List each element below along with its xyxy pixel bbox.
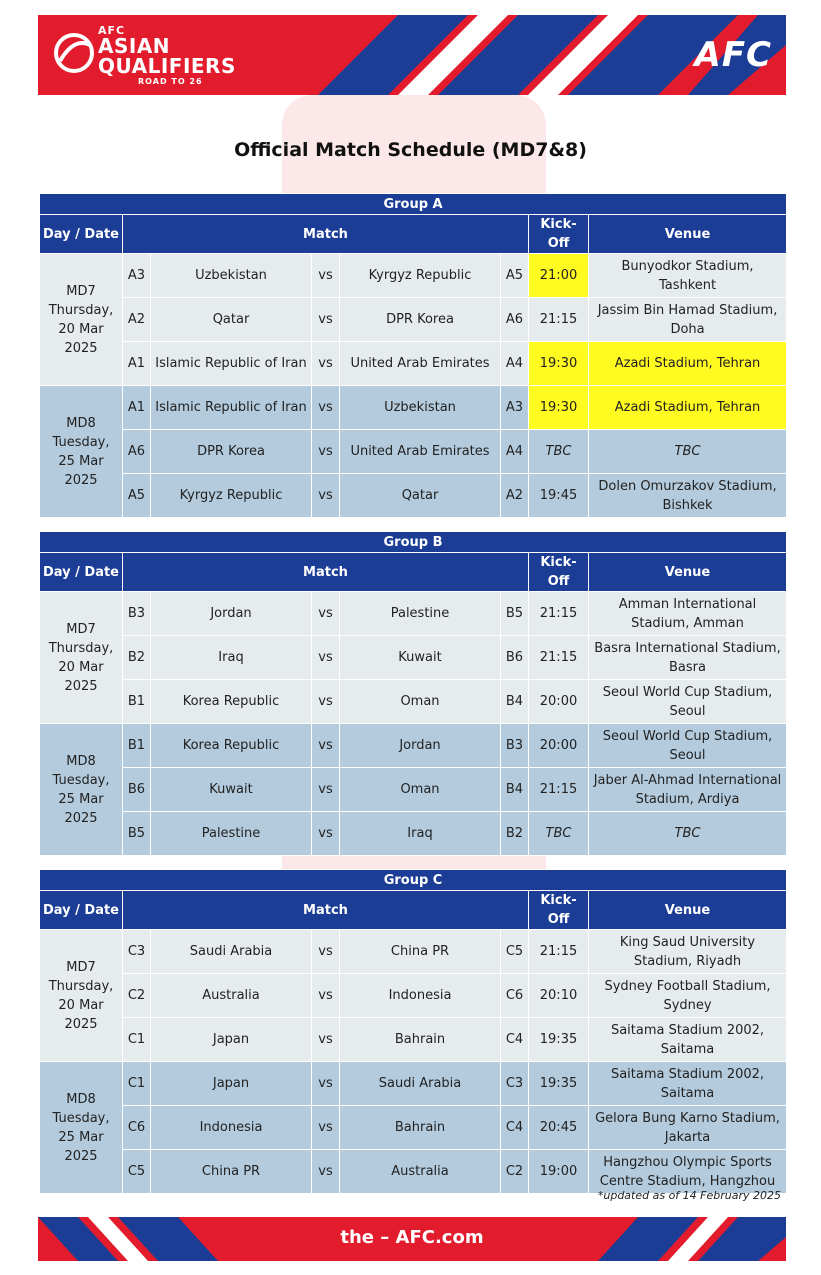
kickoff-time: 21:15 bbox=[529, 636, 589, 680]
venue: Sydney Football Stadium, Sydney bbox=[589, 974, 787, 1018]
kickoff-time: 19:35 bbox=[529, 1062, 589, 1106]
home-code: C6 bbox=[123, 1106, 151, 1150]
home-team: Japan bbox=[151, 1018, 312, 1062]
column-venue: Venue bbox=[589, 553, 787, 592]
kickoff-time: 20:00 bbox=[529, 680, 589, 724]
table-row bbox=[40, 1106, 787, 1150]
day-date: 25 Mar 2025 bbox=[58, 1129, 104, 1164]
vs-label: vs bbox=[312, 1062, 340, 1106]
away-team: China PR bbox=[340, 930, 501, 974]
vs-label: vs bbox=[312, 1106, 340, 1150]
away-team: Kyrgyz Republic bbox=[340, 254, 501, 298]
table-row bbox=[40, 474, 787, 518]
column-day-date: Day / Date bbox=[40, 891, 123, 930]
away-team: Australia bbox=[340, 1150, 501, 1194]
away-code: B2 bbox=[501, 812, 529, 856]
group-a-table bbox=[39, 193, 787, 518]
table-row bbox=[40, 1062, 787, 1106]
table-row bbox=[40, 974, 787, 1018]
kickoff-time: TBC bbox=[529, 812, 589, 856]
table-row bbox=[40, 724, 787, 768]
day-date: 25 Mar 2025 bbox=[58, 791, 104, 826]
kickoff-time: 21:15 bbox=[529, 592, 589, 636]
away-code: C6 bbox=[501, 974, 529, 1018]
home-team: Qatar bbox=[151, 298, 312, 342]
kickoff-time: 21:15 bbox=[529, 298, 589, 342]
kickoff-time: 20:45 bbox=[529, 1106, 589, 1150]
away-team: Saudi Arabia bbox=[340, 1062, 501, 1106]
home-team: Australia bbox=[151, 974, 312, 1018]
away-code: A4 bbox=[501, 342, 529, 386]
home-code: B5 bbox=[123, 812, 151, 856]
column-kickoff: Kick-Off bbox=[529, 215, 589, 254]
home-team: Kyrgyz Republic bbox=[151, 474, 312, 518]
away-code: C5 bbox=[501, 930, 529, 974]
table-row bbox=[40, 680, 787, 724]
day-date-cell bbox=[40, 1062, 123, 1194]
day-md: MD8 bbox=[66, 1091, 96, 1107]
home-code: A3 bbox=[123, 254, 151, 298]
day-md: MD7 bbox=[66, 283, 96, 299]
qualifiers-logo bbox=[98, 25, 236, 86]
home-team: Korea Republic bbox=[151, 724, 312, 768]
away-code: A4 bbox=[501, 430, 529, 474]
home-code: B1 bbox=[123, 680, 151, 724]
kickoff-time: 20:00 bbox=[529, 724, 589, 768]
venue: Gelora Bung Karno Stadium, Jakarta bbox=[589, 1106, 787, 1150]
home-team: Palestine bbox=[151, 812, 312, 856]
day-weekday: Tuesday, bbox=[52, 772, 110, 788]
away-team: Qatar bbox=[340, 474, 501, 518]
column-day-date: Day / Date bbox=[40, 215, 123, 254]
column-match: Match bbox=[123, 891, 529, 930]
away-team: United Arab Emirates bbox=[340, 430, 501, 474]
home-team: China PR bbox=[151, 1150, 312, 1194]
table-row bbox=[40, 592, 787, 636]
away-code: C4 bbox=[501, 1018, 529, 1062]
home-code: C1 bbox=[123, 1062, 151, 1106]
venue: Azadi Stadium, Tehran bbox=[589, 386, 787, 430]
kickoff-time: 20:10 bbox=[529, 974, 589, 1018]
day-date: 20 Mar 2025 bbox=[58, 321, 104, 356]
day-date: 20 Mar 2025 bbox=[58, 659, 104, 694]
vs-label: vs bbox=[312, 1150, 340, 1194]
day-date-cell bbox=[40, 724, 123, 856]
away-code: C4 bbox=[501, 1106, 529, 1150]
group-c-table bbox=[39, 869, 787, 1194]
home-code: C2 bbox=[123, 974, 151, 1018]
footer-website[interactable]: the – AFC.com bbox=[340, 1227, 484, 1248]
away-team: Bahrain bbox=[340, 1106, 501, 1150]
venue: Seoul World Cup Stadium, Seoul bbox=[589, 724, 787, 768]
away-team: Oman bbox=[340, 768, 501, 812]
away-team: Indonesia bbox=[340, 974, 501, 1018]
kickoff-time: TBC bbox=[529, 430, 589, 474]
away-team: Kuwait bbox=[340, 636, 501, 680]
home-code: C3 bbox=[123, 930, 151, 974]
away-team: DPR Korea bbox=[340, 298, 501, 342]
day-date-cell bbox=[40, 386, 123, 518]
away-team: Bahrain bbox=[340, 1018, 501, 1062]
column-kickoff: Kick-Off bbox=[529, 553, 589, 592]
away-code: C3 bbox=[501, 1062, 529, 1106]
home-team: Uzbekistan bbox=[151, 254, 312, 298]
vs-label: vs bbox=[312, 680, 340, 724]
venue: Jaber Al-Ahmad International Stadium, Ardiya bbox=[589, 768, 787, 812]
day-md: MD7 bbox=[66, 621, 96, 637]
table-row bbox=[40, 430, 787, 474]
table-row bbox=[40, 930, 787, 974]
column-match: Match bbox=[123, 553, 529, 592]
day-weekday: Thursday, bbox=[48, 640, 114, 656]
away-team: United Arab Emirates bbox=[340, 342, 501, 386]
table-row bbox=[40, 1150, 787, 1194]
footer-banner bbox=[38, 1217, 786, 1261]
home-team: Saudi Arabia bbox=[151, 930, 312, 974]
away-code: B6 bbox=[501, 636, 529, 680]
group-name: Group A bbox=[40, 194, 787, 215]
logo-line-1: AFC bbox=[98, 24, 126, 37]
away-code: B5 bbox=[501, 592, 529, 636]
table-row bbox=[40, 386, 787, 430]
group-name: Group C bbox=[40, 870, 787, 891]
home-code: B3 bbox=[123, 592, 151, 636]
venue: Dolen Omurzakov Stadium, Bishkek bbox=[589, 474, 787, 518]
column-venue: Venue bbox=[589, 891, 787, 930]
home-code: B1 bbox=[123, 724, 151, 768]
group-name: Group B bbox=[40, 532, 787, 553]
home-team: Korea Republic bbox=[151, 680, 312, 724]
home-team: Jordan bbox=[151, 592, 312, 636]
table-row bbox=[40, 254, 787, 298]
home-team: Japan bbox=[151, 1062, 312, 1106]
venue: King Saud University Stadium, Riyadh bbox=[589, 930, 787, 974]
venue: Basra International Stadium, Basra bbox=[589, 636, 787, 680]
vs-label: vs bbox=[312, 768, 340, 812]
logo-line-3: QUALIFIERS bbox=[98, 54, 236, 78]
kickoff-time: 19:30 bbox=[529, 386, 589, 430]
home-team: Islamic Republic of Iran bbox=[151, 386, 312, 430]
away-code: A3 bbox=[501, 386, 529, 430]
logo-line-4: ROAD TO 26 bbox=[138, 77, 203, 86]
venue: TBC bbox=[589, 812, 787, 856]
away-code: A2 bbox=[501, 474, 529, 518]
column-day-date: Day / Date bbox=[40, 553, 123, 592]
qualifiers-emblem-icon bbox=[52, 31, 96, 75]
vs-label: vs bbox=[312, 724, 340, 768]
home-team: Kuwait bbox=[151, 768, 312, 812]
vs-label: vs bbox=[312, 592, 340, 636]
home-code: A5 bbox=[123, 474, 151, 518]
day-date: 20 Mar 2025 bbox=[58, 997, 104, 1032]
vs-label: vs bbox=[312, 430, 340, 474]
home-code: A6 bbox=[123, 430, 151, 474]
vs-label: vs bbox=[312, 636, 340, 680]
home-team: Iraq bbox=[151, 636, 312, 680]
table-row bbox=[40, 636, 787, 680]
table-row bbox=[40, 812, 787, 856]
home-code: B6 bbox=[123, 768, 151, 812]
venue: Saitama Stadium 2002, Saitama bbox=[589, 1018, 787, 1062]
venue: Seoul World Cup Stadium, Seoul bbox=[589, 680, 787, 724]
page-title: Official Match Schedule (MD7&8) bbox=[234, 139, 587, 161]
venue: Jassim Bin Hamad Stadium, Doha bbox=[589, 298, 787, 342]
column-match: Match bbox=[123, 215, 529, 254]
day-weekday: Thursday, bbox=[48, 302, 114, 318]
table-row bbox=[40, 768, 787, 812]
away-team: Uzbekistan bbox=[340, 386, 501, 430]
venue: Bunyodkor Stadium, Tashkent bbox=[589, 254, 787, 298]
away-team: Oman bbox=[340, 680, 501, 724]
day-date: 25 Mar 2025 bbox=[58, 453, 104, 488]
home-code: B2 bbox=[123, 636, 151, 680]
vs-label: vs bbox=[312, 298, 340, 342]
away-code: B4 bbox=[501, 680, 529, 724]
day-date-cell bbox=[40, 254, 123, 386]
away-code: A6 bbox=[501, 298, 529, 342]
home-code: C1 bbox=[123, 1018, 151, 1062]
kickoff-time: 19:30 bbox=[529, 342, 589, 386]
group-b-table bbox=[39, 531, 787, 856]
vs-label: vs bbox=[312, 974, 340, 1018]
kickoff-time: 21:15 bbox=[529, 768, 589, 812]
home-code: C5 bbox=[123, 1150, 151, 1194]
kickoff-time: 19:00 bbox=[529, 1150, 589, 1194]
logo-line-2: ASIAN bbox=[98, 34, 171, 58]
column-venue: Venue bbox=[589, 215, 787, 254]
column-kickoff: Kick-Off bbox=[529, 891, 589, 930]
away-code: A5 bbox=[501, 254, 529, 298]
day-date-cell bbox=[40, 592, 123, 724]
home-code: A1 bbox=[123, 386, 151, 430]
vs-label: vs bbox=[312, 812, 340, 856]
vs-label: vs bbox=[312, 386, 340, 430]
vs-label: vs bbox=[312, 254, 340, 298]
header-banner bbox=[38, 15, 786, 95]
vs-label: vs bbox=[312, 342, 340, 386]
home-team: Islamic Republic of Iran bbox=[151, 342, 312, 386]
away-team: Iraq bbox=[340, 812, 501, 856]
vs-label: vs bbox=[312, 474, 340, 518]
day-weekday: Tuesday, bbox=[52, 1110, 110, 1126]
venue: TBC bbox=[589, 430, 787, 474]
venue: Saitama Stadium 2002, Saitama bbox=[589, 1062, 787, 1106]
away-team: Jordan bbox=[340, 724, 501, 768]
afc-logo: AFC bbox=[694, 35, 772, 75]
updated-note: *updated as of 14 February 2025 bbox=[597, 1189, 781, 1202]
table-row bbox=[40, 1018, 787, 1062]
day-md: MD7 bbox=[66, 959, 96, 975]
day-weekday: Tuesday, bbox=[52, 434, 110, 450]
away-code: C2 bbox=[501, 1150, 529, 1194]
vs-label: vs bbox=[312, 930, 340, 974]
kickoff-time: 19:45 bbox=[529, 474, 589, 518]
venue: Hangzhou Olympic Sports Centre Stadium, Hangzhou bbox=[589, 1150, 787, 1194]
home-team: Indonesia bbox=[151, 1106, 312, 1150]
home-team: DPR Korea bbox=[151, 430, 312, 474]
venue: Amman International Stadium, Amman bbox=[589, 592, 787, 636]
table-row bbox=[40, 342, 787, 386]
away-team: Palestine bbox=[340, 592, 501, 636]
kickoff-time: 19:35 bbox=[529, 1018, 589, 1062]
day-date-cell bbox=[40, 930, 123, 1062]
away-code: B3 bbox=[501, 724, 529, 768]
table-row bbox=[40, 298, 787, 342]
kickoff-time: 21:15 bbox=[529, 930, 589, 974]
day-weekday: Thursday, bbox=[48, 978, 114, 994]
home-code: A2 bbox=[123, 298, 151, 342]
day-md: MD8 bbox=[66, 753, 96, 769]
vs-label: vs bbox=[312, 1018, 340, 1062]
away-code: B4 bbox=[501, 768, 529, 812]
kickoff-time: 21:00 bbox=[529, 254, 589, 298]
day-md: MD8 bbox=[66, 415, 96, 431]
home-code: A1 bbox=[123, 342, 151, 386]
venue: Azadi Stadium, Tehran bbox=[589, 342, 787, 386]
